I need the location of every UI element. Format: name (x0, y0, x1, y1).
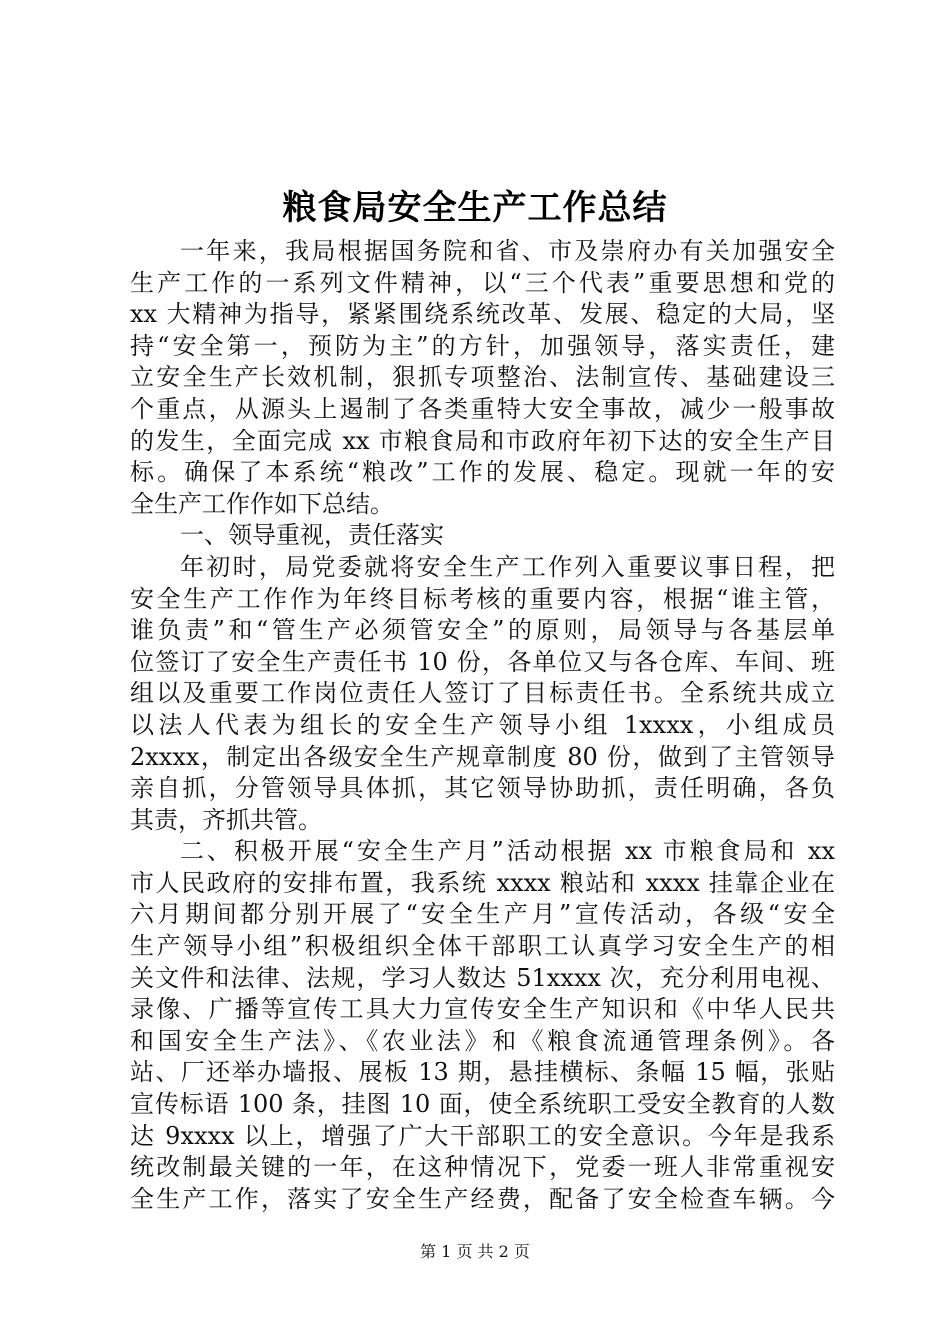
paragraph-line: 2xxxx，制定出各级安全生产规章制度 80 份，做到了主管领导 (130, 742, 835, 771)
document-title: 粮食局安全生产工作总结 (282, 188, 668, 228)
paragraph-line: 统改制最关键的一年，在这种情况下，党委一班人非常重视安 (130, 1153, 835, 1182)
paragraph-line: 个重点，从源头上遏制了各类重特大安全事故，减少一般事故 (130, 394, 835, 423)
paragraph-line: 全生产工作作如下总结。 (130, 489, 394, 518)
paragraph-line: 年初时，局党委就将安全生产工作列入重要议事日程，把 (180, 552, 835, 581)
paragraph-line: xx 大精神为指导，紧紧围绕系统改革、发展、稳定的大局，坚 (130, 300, 835, 329)
section-heading: 二、积极开展“安全生产月”活动根据 xx 市粮食局和 xx (180, 837, 835, 866)
document-body (130, 236, 835, 1215)
paragraph-line: 亲自抓，分管领导具体抓，其它领导协助抓，责任明确，各负 (130, 774, 835, 803)
paragraph-line: 安全生产工作作为年终目标考核的重要内容，根据“谁主管， (130, 584, 835, 613)
paragraph-line: 位签订了安全生产责任书 10 份，各单位又与各仓库、车间、班 (130, 647, 835, 676)
paragraph-line: 关文件和法律、法规，学习人数达 51xxxx 次，充分利用电视、 (130, 963, 835, 992)
paragraph-line: 六月期间都分别开展了“安全生产月”宣传活动，各级“安全 (130, 900, 835, 929)
paragraph-line: 生产工作的一系列文件精神，以“三个代表”重要思想和党的 (130, 268, 835, 297)
paragraph-line: 持“安全第一，预防为主”的方针，加强领导，落实责任，建 (130, 331, 835, 360)
paragraph-line: 一年来，我局根据国务院和省、市及崇府办有关加强安全 (180, 237, 835, 265)
paragraph-line: 其责，齐抓共管。 (130, 805, 322, 834)
paragraph-line: 以法人代表为组长的安全生产领导小组 1xxxx，小组成员 (130, 710, 835, 739)
page-footer: 第 1 页 共 2 页 (420, 1242, 530, 1261)
paragraph-line: 生产领导小组”积极组织全体干部职工认真学习安全生产的相 (130, 932, 835, 961)
section-heading: 一、领导重视，责任落实 (180, 521, 444, 550)
paragraph-line: 和国安全生产法》、《农业法》和《粮食流通管理条例》。各 (130, 1026, 835, 1055)
paragraph-line: 达 9xxxx 以上，增强了广大干部职工的安全意识。今年是我系 (130, 1121, 835, 1150)
paragraph-line: 谁负责”和“管生产必须管安全”的原则，局领导与各基层单 (130, 616, 835, 645)
paragraph-line: 全生产工作，落实了安全生产经费，配备了安全检查车辆。今 (130, 1184, 835, 1213)
paragraph-line: 组以及重要工作岗位责任人签订了目标责任书。全系统共成立 (130, 679, 835, 708)
paragraph-line: 宣传标语 100 条，挂图 10 面，使全系统职工受安全教育的人数 (130, 1090, 835, 1119)
paragraph-line: 市人民政府的安排布置，我系统 xxxx 粮站和 xxxx 挂靠企业在 (130, 868, 835, 897)
paragraph-line: 立安全生产长效机制，狠抓专项整治、法制宣传、基础建设三 (130, 363, 835, 392)
paragraph-line: 的发生，全面完成 xx 市粮食局和市政府年初下达的安全生产目 (130, 426, 835, 455)
paragraph-line: 录像、广播等宣传工具大力宣传安全生产知识和《中华人民共 (130, 995, 835, 1024)
paragraph-line: 标。确保了本系统“粮改”工作的发展、稳定。现就一年的安 (130, 458, 835, 487)
paragraph-line: 站、厂还举办墙报、展板 13 期，悬挂横标、条幅 15 幅，张贴 (130, 1058, 835, 1087)
